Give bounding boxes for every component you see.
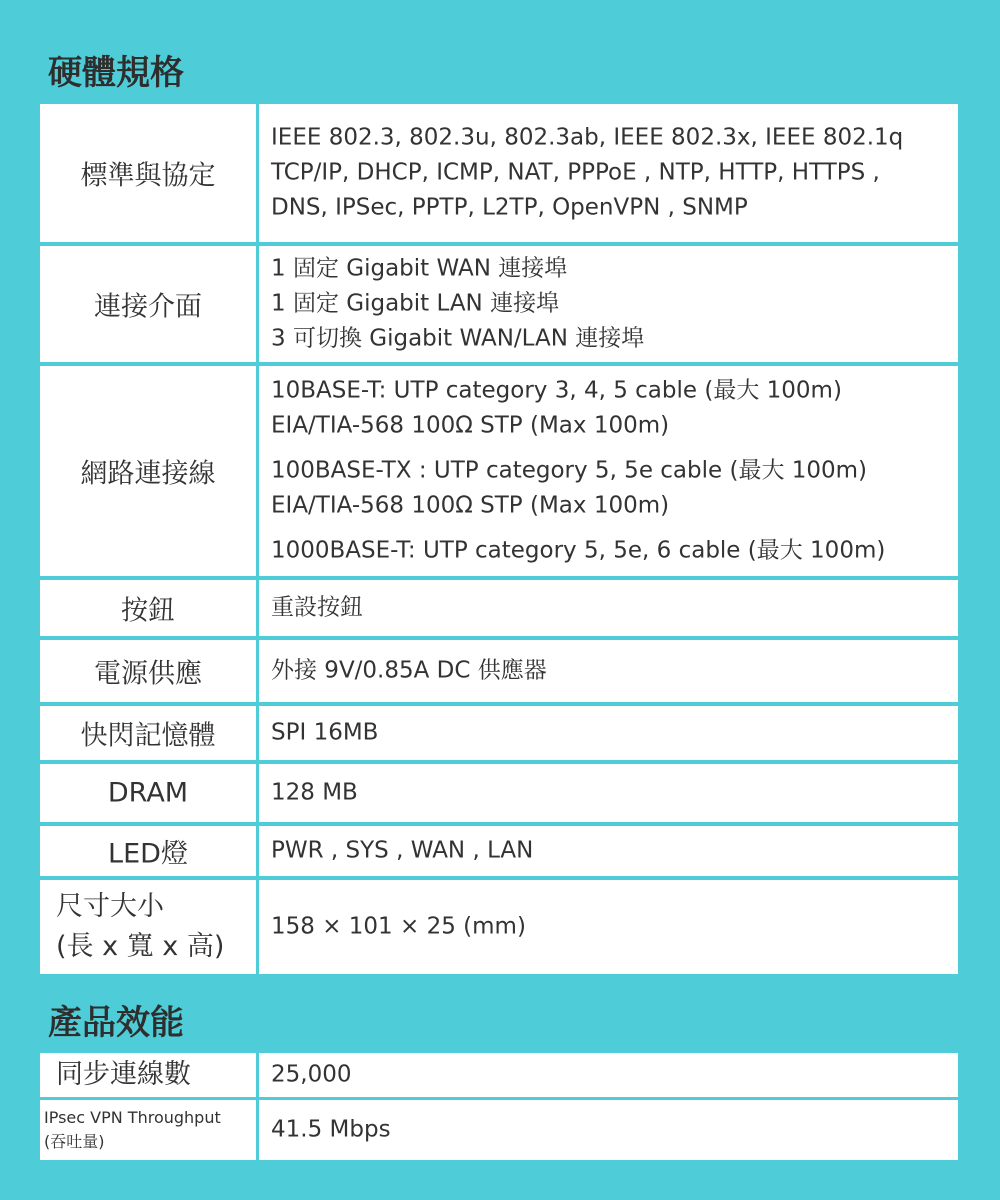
row-value-cables: 10BASE-T: UTP category 3, 4, 5 cable (最大 100m) EIA/TIA-568 100Ω STP (Max 100m) 100BASE-TX : UTP category 5, 5e cable (最大 100m) EIA/TIA-568 100Ω STP (Max 100m) 1000BASE-T: UTP category 5, 5e, 6 cable (最大 100m) <box>271 377 886 564</box>
row-value-sessions: 25,000 <box>271 1061 352 1088</box>
table-row <box>40 880 958 974</box>
row-label-sessions: 同步連線數 <box>56 1059 191 1090</box>
row-value-power: 外接 9V/0.85A DC 供應器 <box>271 657 547 684</box>
row-label-dram: DRAM <box>107 777 189 809</box>
row-label-power: 電源供應 <box>94 658 202 690</box>
row-label-vpn-throughput: IPsec VPN Throughput (吞吐量) <box>44 1108 221 1151</box>
row-value-flash: SPI 16MB <box>271 719 379 746</box>
performance-title: 產品效能 <box>48 1003 184 1043</box>
row-value-standards: IEEE 802.3, 802.3u, 802.3ab, IEEE 802.3x, IEEE 802.1q TCP/IP, DHCP, ICMP, NAT, PPPoE , NTP, HTTP, HTTPS , DNS, IPSec, PPTP, L2TP, OpenVPN , SNMP <box>271 124 904 221</box>
row-label-standards: 標準與協定 <box>80 160 216 192</box>
row-label-interfaces: 連接介面 <box>94 291 202 323</box>
table-row <box>40 246 958 362</box>
row-value-dimensions: 158 × 101 × 25 (mm) <box>271 913 526 940</box>
table-row <box>40 366 958 576</box>
row-value-led: PWR , SYS , WAN , LAN <box>271 837 534 864</box>
table-row <box>40 1053 958 1097</box>
hardware-specs-title: 硬體規格 <box>48 53 184 93</box>
row-label-led: LED燈 <box>108 838 188 870</box>
table-row <box>40 580 958 636</box>
row-value-interfaces: 1 固定 Gigabit WAN 連接埠 1 固定 Gigabit LAN 連接埠 3 可切換 Gigabit WAN/LAN 連接埠 <box>271 255 645 352</box>
table-row <box>40 104 958 242</box>
table-row <box>40 706 958 760</box>
row-label-button: 按鈕 <box>121 595 175 627</box>
row-value-vpn-throughput: 41.5 Mbps <box>271 1116 391 1143</box>
row-label-flash: 快閃記憶體 <box>80 720 216 752</box>
row-value-dram: 128 MB <box>271 779 358 806</box>
table-row <box>40 764 958 822</box>
table-row <box>40 640 958 702</box>
row-label-cables: 網路連接線 <box>80 458 216 490</box>
row-value-button: 重設按鈕 <box>271 594 363 621</box>
row-label-dimensions: 尺寸大小 (長 x 寬 x 高) <box>56 891 225 962</box>
table-row <box>40 1100 958 1160</box>
table-row <box>40 826 958 876</box>
